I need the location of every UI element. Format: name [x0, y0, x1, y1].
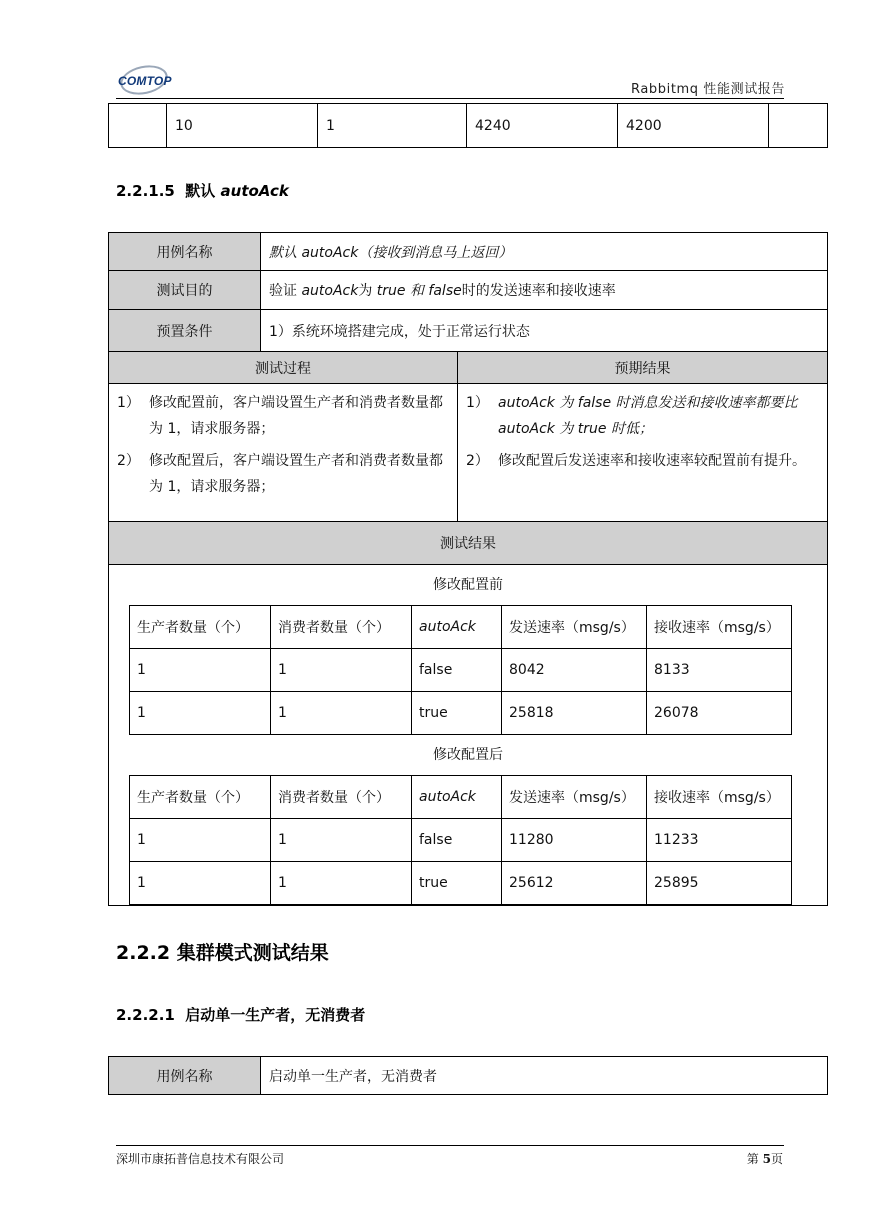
expected-cell: [458, 384, 828, 522]
table-cell: 8133: [647, 649, 792, 692]
expected-header: 预期结果: [458, 352, 828, 384]
expected-list: [466, 390, 819, 474]
list-item: 2） 修改配置后，客户端设置生产者和消费者数量都为 1，请求服务器；: [117, 453, 443, 495]
before-caption: 修改配置前: [433, 577, 503, 593]
precondition-value: 1）系统环境搭建完成，处于正常运行状态: [261, 310, 828, 352]
column-header: 生产者数量（个）: [130, 776, 271, 819]
column-header: 消费者数量（个）: [271, 776, 412, 819]
table-row: [130, 862, 792, 905]
test-case-table-2: [108, 1056, 828, 1095]
table-cell: 11280: [502, 819, 647, 862]
table-cell: 4200: [618, 104, 769, 148]
result-header: 测试结果: [109, 522, 828, 565]
precondition-label: 预置条件: [109, 310, 261, 352]
column-header: autoAck: [412, 776, 502, 819]
table-cell: [109, 104, 167, 148]
table-cell: 25895: [647, 862, 792, 905]
footer-rule: [116, 1145, 784, 1146]
table-cell: 1: [271, 649, 412, 692]
table-cell: 1: [271, 692, 412, 735]
purpose-label: 测试目的: [109, 271, 261, 310]
section-number: 2.2.1.5: [116, 182, 175, 200]
test-case-table: [108, 232, 828, 906]
after-table: [129, 775, 792, 905]
header-rule: [116, 98, 784, 99]
table-cell: 25818: [502, 692, 647, 735]
case-name-label: 用例名称: [109, 1057, 261, 1095]
after-caption: 修改配置后: [433, 747, 503, 763]
logo-text: COMTOP: [118, 74, 172, 88]
column-header: 消费者数量（个）: [271, 606, 412, 649]
table-cell: 8042: [502, 649, 647, 692]
table-cell: 1: [271, 819, 412, 862]
table-cell: 26078: [647, 692, 792, 735]
list-item: 2） 修改配置后发送速率和接收速率较配置前有提升。: [466, 453, 806, 469]
column-header: 发送速率（msg/s）: [502, 606, 647, 649]
column-header: 发送速率（msg/s）: [502, 776, 647, 819]
process-list: [117, 390, 449, 500]
table-row: [130, 692, 792, 735]
table-cell: true: [412, 692, 502, 735]
table-cell: 1: [130, 862, 271, 905]
table-cell: 4240: [467, 104, 618, 148]
section-number: 2.2.2.1: [116, 1006, 175, 1024]
table-cell: 1: [130, 692, 271, 735]
page-number: 第 5页: [746, 1152, 783, 1166]
list-item: 1） 修改配置前，客户端设置生产者和消费者数量都为 1，请求服务器；: [117, 395, 443, 437]
case-name-value: 启动单一生产者，无消费者: [261, 1057, 828, 1095]
result-cell: [109, 565, 828, 906]
column-header: 接收速率（msg/s）: [647, 776, 792, 819]
table-cell: 1: [318, 104, 467, 148]
table-cell: [769, 104, 828, 148]
table-cell: false: [412, 819, 502, 862]
table-header-row: [130, 776, 792, 819]
table-cell: 25612: [502, 862, 647, 905]
table-header-row: [130, 606, 792, 649]
section-title: 默认: [185, 182, 221, 200]
header-title: Rabbitmq 性能测试报告: [631, 82, 785, 97]
case-name-label: 用例名称: [109, 233, 261, 271]
table-cell: 1: [271, 862, 412, 905]
table-row: [130, 819, 792, 862]
table-cell: false: [412, 649, 502, 692]
column-header: 接收速率（msg/s）: [647, 606, 792, 649]
company-logo: [116, 64, 176, 96]
footer-company: 深圳市康拓普信息技术有限公司: [116, 1152, 285, 1166]
continued-table-row: [108, 103, 828, 148]
table-cell: 1: [130, 649, 271, 692]
purpose-value: 验证 autoAck为 true 和 false时的发送速率和接收速率: [261, 271, 828, 310]
section-title-em: autoAck: [220, 182, 289, 200]
table-cell: 10: [167, 104, 318, 148]
table-cell: 1: [130, 819, 271, 862]
table-cell: true: [412, 862, 502, 905]
process-cell: [109, 384, 458, 522]
before-table: [129, 605, 792, 735]
section-heading-2-2-1-5: [116, 180, 289, 201]
section-number: 2.2.2: [116, 942, 171, 964]
section-title: 集群模式测试结果: [176, 942, 329, 964]
process-header: 测试过程: [109, 352, 458, 384]
section-heading-2-2-2: [116, 938, 329, 965]
table-row: [130, 649, 792, 692]
table-cell: 11233: [647, 819, 792, 862]
section-heading-2-2-2-1: [116, 1004, 365, 1025]
section-title: 启动单一生产者，无消费者: [185, 1006, 366, 1024]
column-header: autoAck: [412, 606, 502, 649]
case-name-value: 默认 autoAck（接收到消息马上返回）: [261, 233, 828, 271]
list-item: 1） autoAck 为 false 时消息发送和接收速率都要比 autoAck 为 true 时低；: [466, 395, 798, 437]
column-header: 生产者数量（个）: [130, 606, 271, 649]
